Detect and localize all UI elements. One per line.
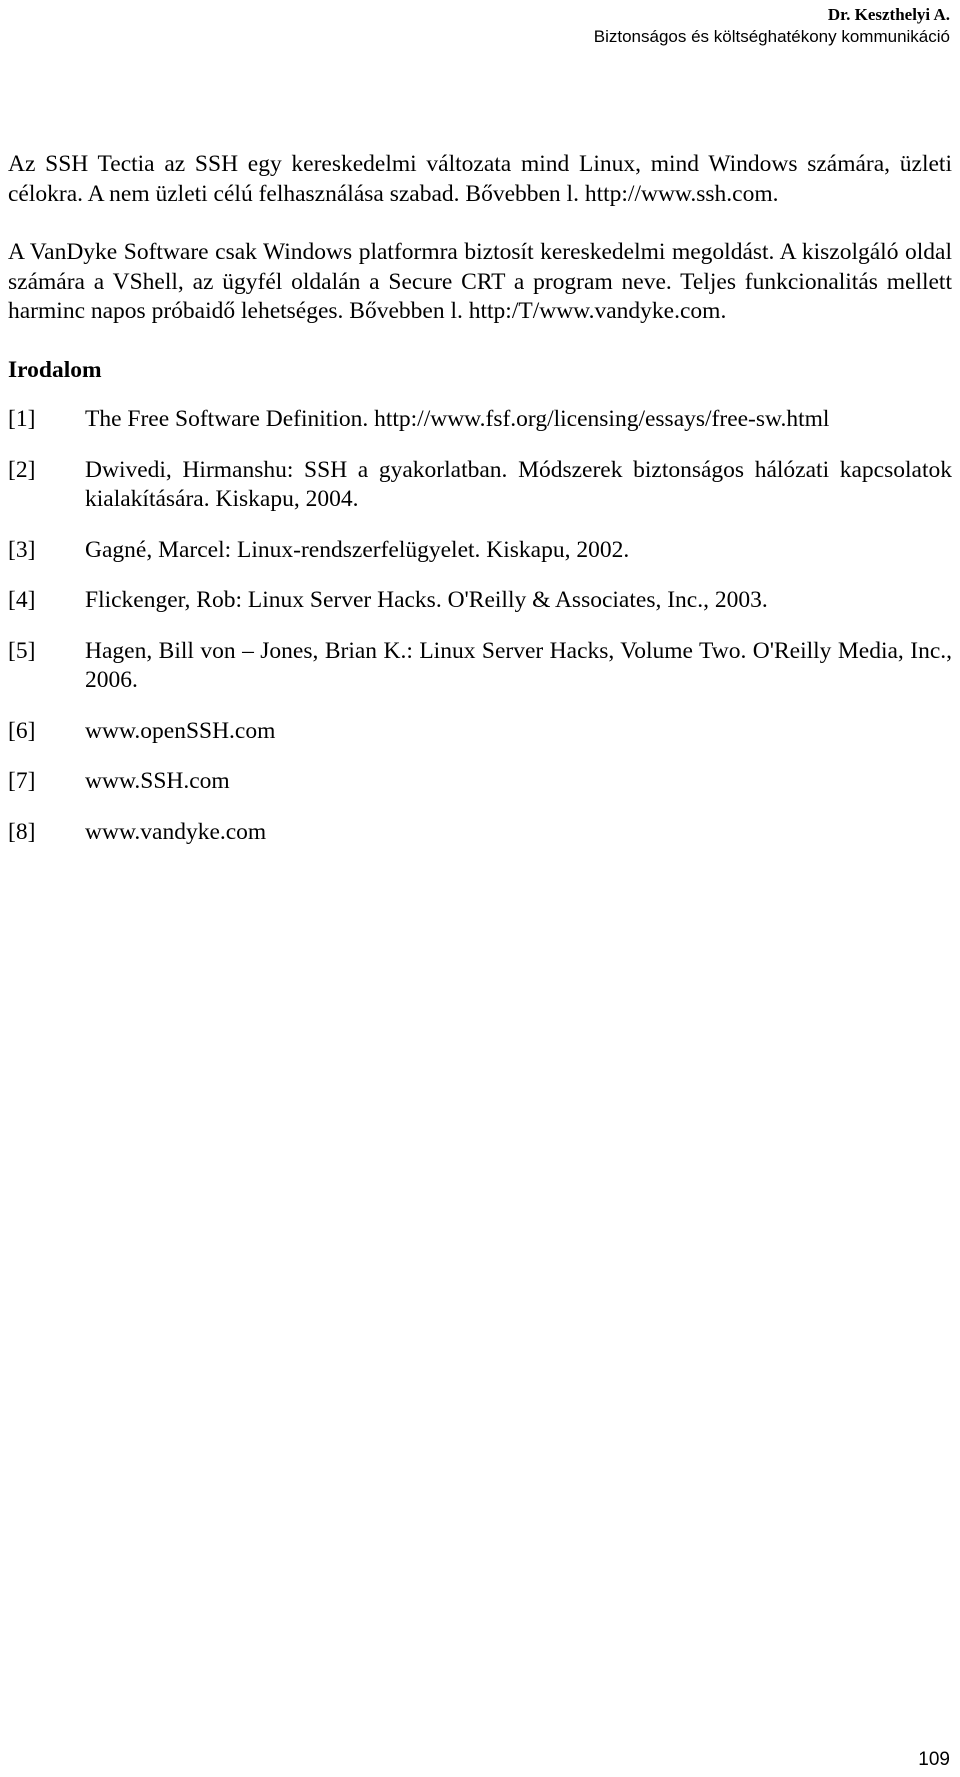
reference-number: [4] [8, 587, 36, 613]
reference-text: Hagen, Bill von – Jones, Brian K.: Linux Server Hacks, Volume Two. O'Reilly Media, Inc., 2006. [85, 637, 952, 693]
reference-item [8, 456, 952, 515]
references-list [8, 405, 952, 847]
reference-item [8, 818, 952, 848]
reference-item [8, 717, 952, 747]
paragraph-ssh-tectia: Az SSH Tectia az SSH egy kereskedelmi változata mind Linux, mind Windows számára, üzleti célokra. A nem üzleti célú felhasználása szabad. Bővebben l. http://www.ssh.com. [8, 151, 952, 207]
reference-number: [2] [8, 456, 36, 483]
reference-text: www.SSH.com [85, 768, 230, 794]
reference-item [8, 767, 952, 797]
reference-item [8, 405, 952, 435]
reference-number: [1] [8, 406, 36, 432]
reference-text: Flickenger, Rob: Linux Server Hacks. O'Reilly & Associates, Inc., 2003. [85, 587, 768, 613]
reference-text: The Free Software Definition. http://www.fsf.org/licensing/essays/free-sw.html [85, 406, 830, 432]
header-author: Dr. Keszthelyi A. [827, 5, 950, 24]
paragraph-vandyke: A VanDyke Software csak Windows platformra biztosít kereskedelmi megoldást. A kiszolgáló oldal számára a VShell, az ügyfél oldalán a Secure CRT a program neve. Teljes funkcionalitás mellett harminc napos próbaidő lehetséges. Bővebben l. http:/T/www.vandyke.com. [8, 239, 952, 324]
reference-item [8, 637, 952, 696]
reference-item [8, 586, 952, 616]
reference-number: [8] [8, 818, 36, 845]
reference-text: Dwivedi, Hirmanshu: SSH a gyakorlatban. Módszerek biztonságos hálózati kapcsolatok kialakítására. Kiskapu, 2004. [85, 456, 952, 512]
reference-text: www.vandyke.com [85, 818, 267, 845]
reference-text: Gagné, Marcel: Linux-rendszerfelügyelet. Kiskapu, 2002. [85, 536, 630, 563]
header-subtitle: Biztonságos és költséghatékony kommunikáció [593, 27, 950, 46]
page-number: 109 [918, 1749, 950, 1770]
reference-number: [6] [8, 717, 36, 744]
reference-number: [7] [8, 768, 36, 794]
references-heading: Irodalom [8, 356, 102, 383]
page-body [8, 150, 952, 868]
reference-number: [5] [8, 637, 36, 664]
page-header [594, 4, 950, 48]
reference-number: [3] [8, 536, 36, 563]
reference-item [8, 536, 952, 566]
reference-text: www.openSSH.com [85, 717, 276, 744]
